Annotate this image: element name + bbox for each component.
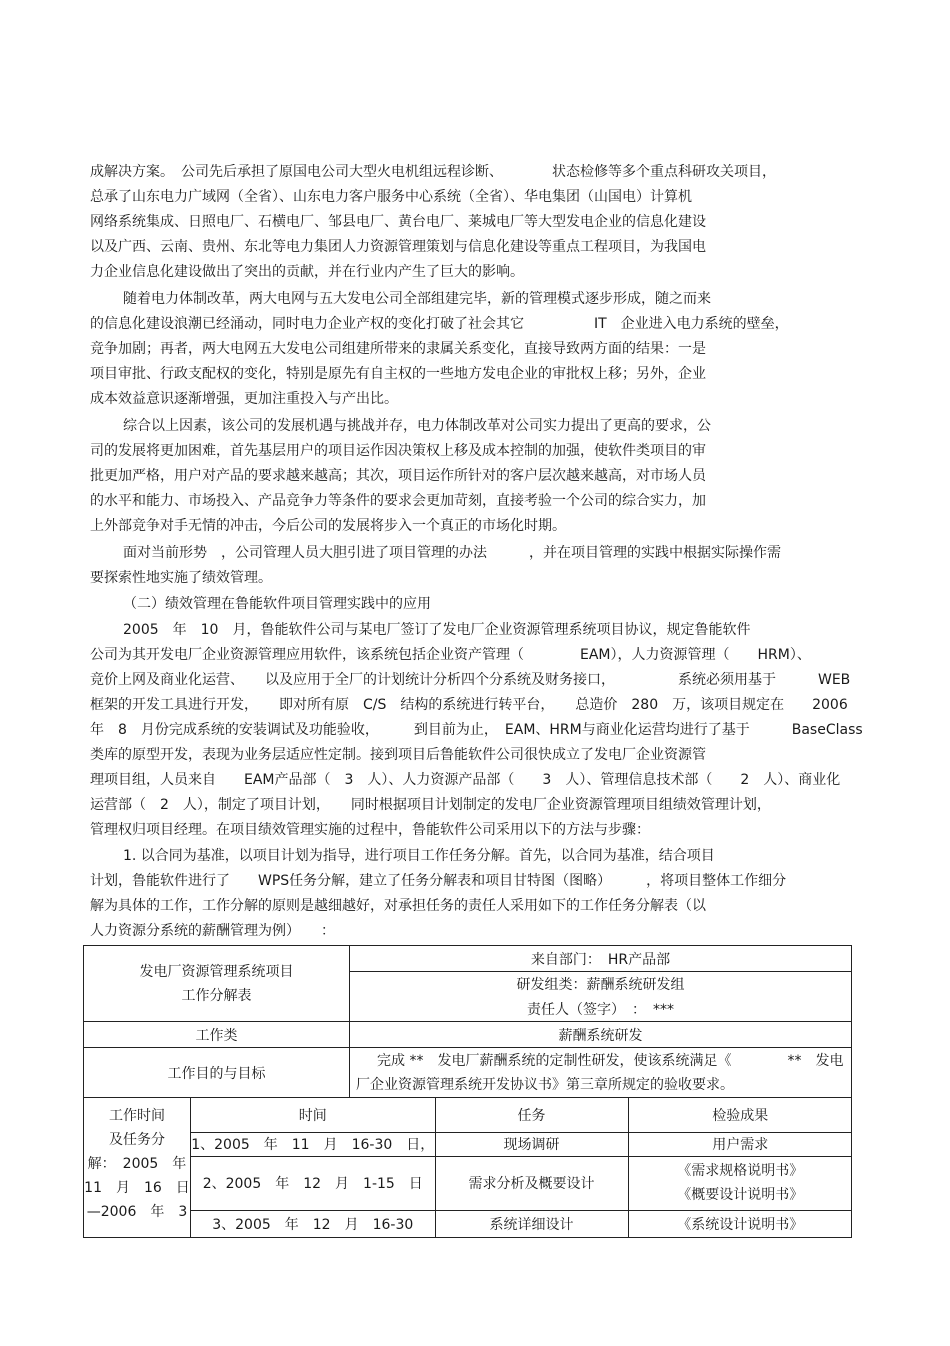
group-cell: 研发组类：薪酬系统研发组 [350,972,852,997]
text-line: 网络系统集成、日照电厂、石横电厂、邹县电厂、黄台电厂、莱城电厂等大型发电企业的信息化建设 [90,214,706,230]
paragraph-task-breakdown [90,844,850,944]
text-line: 力企业信息化建设做出了突出的贡献，并在行业内产生了巨大的影响。 [90,264,524,280]
row-result: 《需求规格说明书》 [677,1163,804,1179]
text-line: 要探索性地实施了绩效管理。 [90,570,272,586]
row-time: 2、2005 年 12 月 1-15 日 [191,1156,435,1210]
row-time: 3、2005 年 12 月 16-30 [191,1210,435,1237]
paragraph-project-agreement [90,618,863,843]
work-type-label: 工作类 [84,1022,350,1048]
text-line: 竞价上网及商业化运营、 以及应用于全厂的计划统计分析四个分系统及财务接口， 系统必须用基于 WEB [90,672,851,688]
row-result: 用户需求 [628,1132,852,1156]
text-line: 年 8 月份完成系统的安装调试及功能验收， 到目前为止， EAM、HRM与商业化运营均进行了基于 BaseClass [90,722,863,738]
row-task: 系统详细设计 [435,1210,628,1237]
text-line: 批更加严格，用户对产品的要求越来越高；其次，项目运作所针对的客户层次越来越高，对市场人员 [90,468,706,484]
text-line: 管理权归项目经理。在项目绩效管理实施的过程中，鲁能软件公司采用以下的方法与步骤： [90,822,650,838]
row-time: 1、2005 年 11 月 16-30 日， [191,1132,435,1156]
goal-line: 完成 ** 发电厂薪酬系统的定制性研发，使该系统满足《 ** 发电 [377,1052,844,1069]
column-header-task: 任务 [435,1098,628,1132]
schedule-label [84,1098,191,1238]
row-result: 《系统设计说明书》 [628,1210,852,1237]
text-line: 框架的开发工具进行开发， 即对所有原 C/S 结构的系统进行转平台， 总造价 280 万，该项目规定在 2006 [90,697,848,713]
text-line: 随着电力体制改革，两大电网与五大发电公司全部组建完毕，新的管理模式逐步形成，随之而来 [123,291,711,307]
paragraph-power-reform [90,287,850,412]
column-header-results: 检验成果 [628,1098,852,1132]
paragraph-current-situation [90,541,850,591]
text-line: 以及广西、云南、贵州、东北等电力集团人力资源管理策划与信息化建设等重点工程项目，为我国电 [90,239,706,255]
text-line: 类库的原型开发，表现为业务层适应性定制。接到项目后鲁能软件公司很快成立了发电厂企业资源管 [90,747,706,763]
text-line: 理项目组，人员来自 EAM产品部（ 3 人）、人力资源产品部（ 3 人）、管理信息技术部（ 2 人）、商业化 [90,772,841,788]
schedule-label-line: 工作时间 [109,1108,165,1124]
row-task: 需求分析及概要设计 [435,1156,628,1210]
work-type-value: 薪酬系统研发 [350,1022,852,1048]
text-line: 上外部竞争对手无情的冲击，今后公司的发展将步入一个真正的市场化时期。 [90,518,566,534]
table-row [191,1156,852,1210]
schedule-label-line: 11 月 16 日 [84,1180,190,1196]
table-row [191,1210,852,1237]
text-line: 解为具体的工作，工作分解的原则是越细越好，对承担任务的责任人采用如下的工作任务分解表（以 [90,898,706,914]
goal-line: 厂企业资源管理系统开发协议书》第三章所规定的验收要求。 [356,1076,734,1093]
column-header-time: 时间 [298,1107,327,1124]
schedule-label-line: 解： 2005 年 [87,1156,187,1172]
table-row [191,1132,852,1156]
work-breakdown-table [83,945,852,1238]
text-line: 成本效益意识逐渐增强，更加注重投入与产出比。 [90,391,398,407]
text-line: 公司为其开发电厂企业资源管理应用软件，该系统包括企业资产管理（ EAM），人力资源管理（ HRM）、 [90,647,811,663]
paragraph-company-projects [90,160,850,285]
row-result: 《概要设计说明书》 [677,1187,804,1203]
text-line: 计划，鲁能软件进行了 WPS任务分解，建立了任务分解表和项目甘特图（图略） ，将项目整体工作细分 [90,873,787,889]
text-line: 司的发展将更加困难，首先基层用户的项目运作因决策权上移及成本控制的加强，使软件类项目的审 [90,443,706,459]
text-line: 成解决方案。 公司先后承担了原国电公司大型火电机组远程诊断、 状态检修等多个重点科研攻关项目， [90,164,776,180]
text-line: 竞争加剧；再者，两大电网五大发电公司组建所带来的隶属关系变化，直接导致两方面的结果：一是 [90,341,706,357]
row-results [628,1156,852,1210]
section-heading-text: （二）绩效管理在鲁能软件项目管理实践中的应用 [123,596,431,612]
text-line: 面对当前形势 ，公司管理人员大胆引进了项目管理的办法 ，并在项目管理的实践中根据实际操作需 [123,545,781,561]
dept-cell: 来自部门： HR产品部 [350,946,852,972]
project-title-line: 工作分解表 [181,987,252,1004]
text-line: 的水平和能力、市场投入、产品竞争力等条件的要求会更加苛刻，直接考验一个公司的综合实力，加 [90,493,706,509]
paragraph-opportunities-challenges [90,414,850,539]
text-line: 人力资源分系统的薪酬管理为例） ： [90,923,335,939]
text-line: 总承了山东电力广域网（全省）、山东电力客户服务中心系统（全省）、华电集团（山国电）计算机 [90,189,692,205]
schedule-label-line: 及任务分 [109,1132,165,1148]
text-line: 1. 以合同为基准，以项目计划为指导，进行项目工作任务分解。首先，以合同为基准，结合项目 [123,848,715,864]
goal-value [350,1048,852,1098]
text-line: 的信息化建设浪潮已经涌动，同时电力企业产权的变化打破了社会其它 IT 企业进入电力系统的壁垒， [90,316,789,332]
project-title-cell [84,946,350,1022]
text-line: 项目审批、行政支配权的变化，特别是原先有自主权的一些地方发电企业的审批权上移；另外，企业 [90,366,706,382]
schedule-table [191,1098,852,1237]
row-task: 现场调研 [435,1132,628,1156]
owner-cell: 责任人（签字） ： *** [350,997,852,1022]
text-line: 2005 年 10 月，鲁能软件公司与某电厂签订了发电厂企业资源管理系统项目协议，规定鲁能软件 [123,622,751,638]
project-title-line: 发电厂资源管理系统项目 [139,963,294,980]
text-line: 综合以上因素，该公司的发展机遇与挑战并存，电力体制改革对公司实力提出了更高的要求，公 [123,418,711,434]
goal-label: 工作目的与目标 [84,1048,350,1098]
text-line: 运营部（ 2 人），制定了项目计划， 同时根据项目计划制定的发电厂企业资源管理项目组绩效管理计划， [90,797,771,813]
section-heading [90,592,850,617]
schedule-table-cell [191,1098,852,1238]
schedule-label-line: —2006 年 3 [86,1204,188,1220]
